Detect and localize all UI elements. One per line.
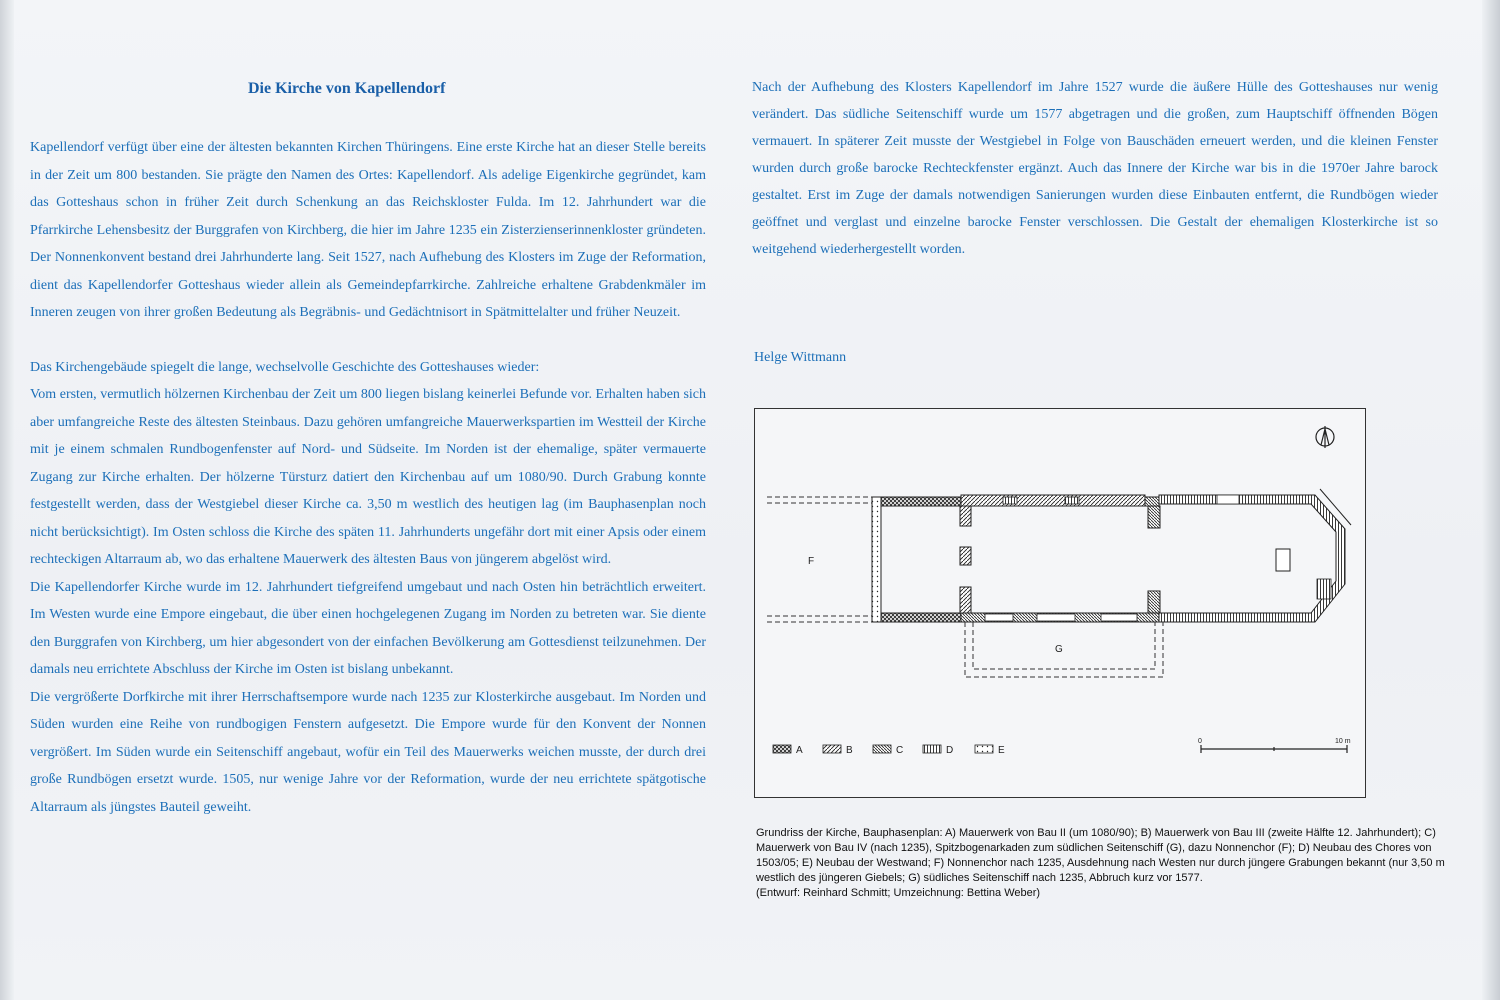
paragraph-after-reformation: Nach der Aufhebung des Klosters Kapellendorf im Jahre 1527 wurde die äußere Hülle des Gotteshauses nur wenig verändert. Das südliche Seitenschiff wurde um 1577 abgetragen und die großen, zum Hauptschiff öffnenden Bögen vermauert. In späterer Zeit musste der Westgiebel in Folge von Bauschäden erneuert werden, und die kleinen Fenster wurden durch große barocke Rechteckfenster ergänzt. Auch das Innere der Kirche war bis in die 1970er Jahre barock gestaltet. Erst im Zuge der damals notwendigen Sanierungen wurden diese Einbauten entfernt, die Rundbögen wieder geöffnet und verglast und einzelne barocke Fenster verschlossen. Die Gestalt der ehemaligen Klosterkirche ist so weitgehend wiederhergestellt worden. [752, 80, 1438, 257]
legend-label-e: E [998, 745, 1005, 756]
north-wall-nave [961, 495, 1145, 506]
south-wall-west [881, 613, 961, 622]
north-window [1065, 497, 1079, 504]
right-text-column [752, 74, 1438, 263]
legend [773, 745, 1005, 756]
paragraph-history: Kapellendorf verfügt über eine der ältesten bekannten Kirchen Thüringens. Eine erste Kirche hat an dieser Stelle bereits in der Zeit um 800 bestanden. Sie prägte den Namen des Ortes: Kapellendorf. Als adelige Eigenkirche gegründet, kam das Gotteshaus schon in früher Zeit durch Schenkung an das Reichskloster Fulda. Im 12. Jahrhundert war die Pfarrkirche Lehensbesitz der Burggrafen von Kirchberg, die hier im Jahre 1235 ein Zisterzienserinnenkloster gründeten. Der Nonnenkonvent bestand drei Jahrhunderte lang. Seit 1527, nach Aufhebung des Klosters im Zuge der Reformation, dient das Kapellendorfer Gotteshaus wieder allein als Gemeindepfarrkirche. Zahlreiche erhaltene Grabdenkmäler im Inneren zeugen von ihrer großen Bedeutung als Begräbnis- und Gedächtnisort in Spätmittelalter und früher Neuzeit. [30, 140, 706, 320]
arcade-opening [1101, 614, 1137, 621]
author-name: Helge Wittmann [754, 350, 847, 365]
arcade-opening [1037, 614, 1075, 621]
scale-end: 10 m [1335, 738, 1351, 745]
altar [1276, 549, 1290, 571]
left-text-column [30, 134, 706, 821]
label-f: F [808, 556, 815, 567]
paragraph-oldest-building: Vom ersten, vermutlich hölzernen Kirchenbau der Zeit um 800 liegen bislang keinerlei Befunde vor. Erhalten haben sich aber umfangreiche Reste des ältesten Steinbaus. Dazu gehören umfangreiche Mauerwerkspartien im Westteil der Kirche mit je einem schmalen Rundbogenfenster auf Nord- und Südseite. Im Norden ist der ehemalige, später vermauerte Zugang zur Kirche erhalten. Der hölzerne Türsturz datiert den Kirchenbau auf um 1080/90. Durch Grabung konnte festgestellt werden, dass der Westgiebel dieser Kirche ca. 3,50 m westlich des heutigen lag (im Bauphasenplan noch nicht berücksichtigt). Im Osten schloss die Kirche des späten 11. Jahrhunderts ungefähr dort mit einer Apsis oder einem rechteckigen Altarraum ab, wo das erhaltene Mauerwerk des ältesten Baus von jüngerem abgelöst wird. [30, 387, 706, 567]
pier [960, 547, 971, 565]
legend-label-b: B [846, 745, 853, 756]
legend-label-a: A [796, 745, 803, 756]
paragraph-12th-century: Die Kapellendorfer Kirche wurde im 12. Jahrhundert tiefgreifend umgebaut und nach Osten hin beträchtlich erweitert. Im Westen wurde eine Empore eingebaut, die über einen hochgelegenen Zugang im Norden zu betreten war. Sie diente den Burggrafen von Kirchberg, um hier abgesondert von der einfachen Bevölkerung am Gottesdienst teilzunehmen. Der damals neu errichtete Abschluss der Kirche im Osten ist bislang unbekannt. [30, 579, 706, 677]
choir-window [1217, 495, 1239, 504]
caption-credit: (Entwurf: Reinhard Schmitt; Umzeichnung: Bettina Weber) [756, 887, 1041, 899]
north-window [1003, 497, 1017, 504]
label-g: G [1055, 644, 1063, 655]
north-arrow-icon [1316, 426, 1334, 448]
caption-text: Grundriss der Kirche, Bauphasenplan: A) Mauerwerk von Bau II (um 1080/90); B) Mauerwerk von Bau III (zweite Hälfte 12. Jahrhundert); C) Mauerwerk von Bau IV (nach 1235), Spitzbogenarkaden zum südlichen Seitenschiff (G), dazu Nonnenchor (F); D) Neubau des Chores von 1503/05; E) Neubau der Westwand; F) Nonnenchor nach 1235, Ausdehnung nach Westen nur durch jüngere Grabungen bekannt (nur 3,50 m westlich des jüngeren Giebels; G) südliches Seitenschiff nach 1235, Abbruch kurz vor 1577. [756, 827, 1445, 884]
legend-label-d: D [946, 745, 954, 756]
board-right-edge [1482, 0, 1500, 1000]
pier [1148, 506, 1160, 528]
scale-start: 0 [1198, 738, 1202, 745]
legend-label-c: C [896, 745, 904, 756]
scale-bar [1198, 738, 1351, 753]
legend-swatch-a [773, 745, 791, 753]
floor-plan-drawing [755, 409, 1365, 797]
board-left-edge [0, 0, 14, 1000]
pier [960, 506, 971, 526]
north-wall-joint [1145, 497, 1159, 506]
nonnenchor-extension [767, 497, 873, 622]
page-title: Die Kirche von Kapellendorf [248, 80, 446, 97]
arcade-opening [985, 614, 1013, 621]
west-wall [872, 497, 881, 622]
pier [960, 587, 971, 613]
legend-swatch-e [975, 745, 993, 753]
choir-niche [1317, 579, 1331, 599]
plan-caption [756, 826, 1446, 901]
south-aisle-outline [965, 622, 1163, 677]
choir-walls [1159, 495, 1345, 622]
legend-swatch-d [923, 745, 941, 753]
paragraph-building-intro: Das Kirchengebäude spiegelt die lange, wechselvolle Geschichte des Gotteshauses wieder: [30, 359, 540, 375]
paragraph-monastery-church: Die vergrößerte Dorfkirche mit ihrer Herrschaftsempore wurde nach 1235 zur Klosterkirche ausgebaut. Im Norden und Süden wurden eine Reihe von rundbogigen Fenstern aufgesetzt. Die Empore wurde für den Konvent der Nonnen vergrößert. Im Süden wurde ein Seitenschiff angebaut, wofür ein Teil des Mauerwerks weichen musste, der durch drei große Rundbögen ersetzt wurde. 1505, nur wenige Jahre vor der Reformation, wurde der neu errichtete spätgotische Altarraum als jüngstes Bauteil geweiht. [30, 689, 706, 815]
legend-swatch-c [873, 745, 891, 753]
north-wall-west [881, 497, 961, 506]
legend-swatch-b [823, 745, 841, 753]
pier [1148, 591, 1160, 613]
floor-plan [754, 408, 1366, 798]
